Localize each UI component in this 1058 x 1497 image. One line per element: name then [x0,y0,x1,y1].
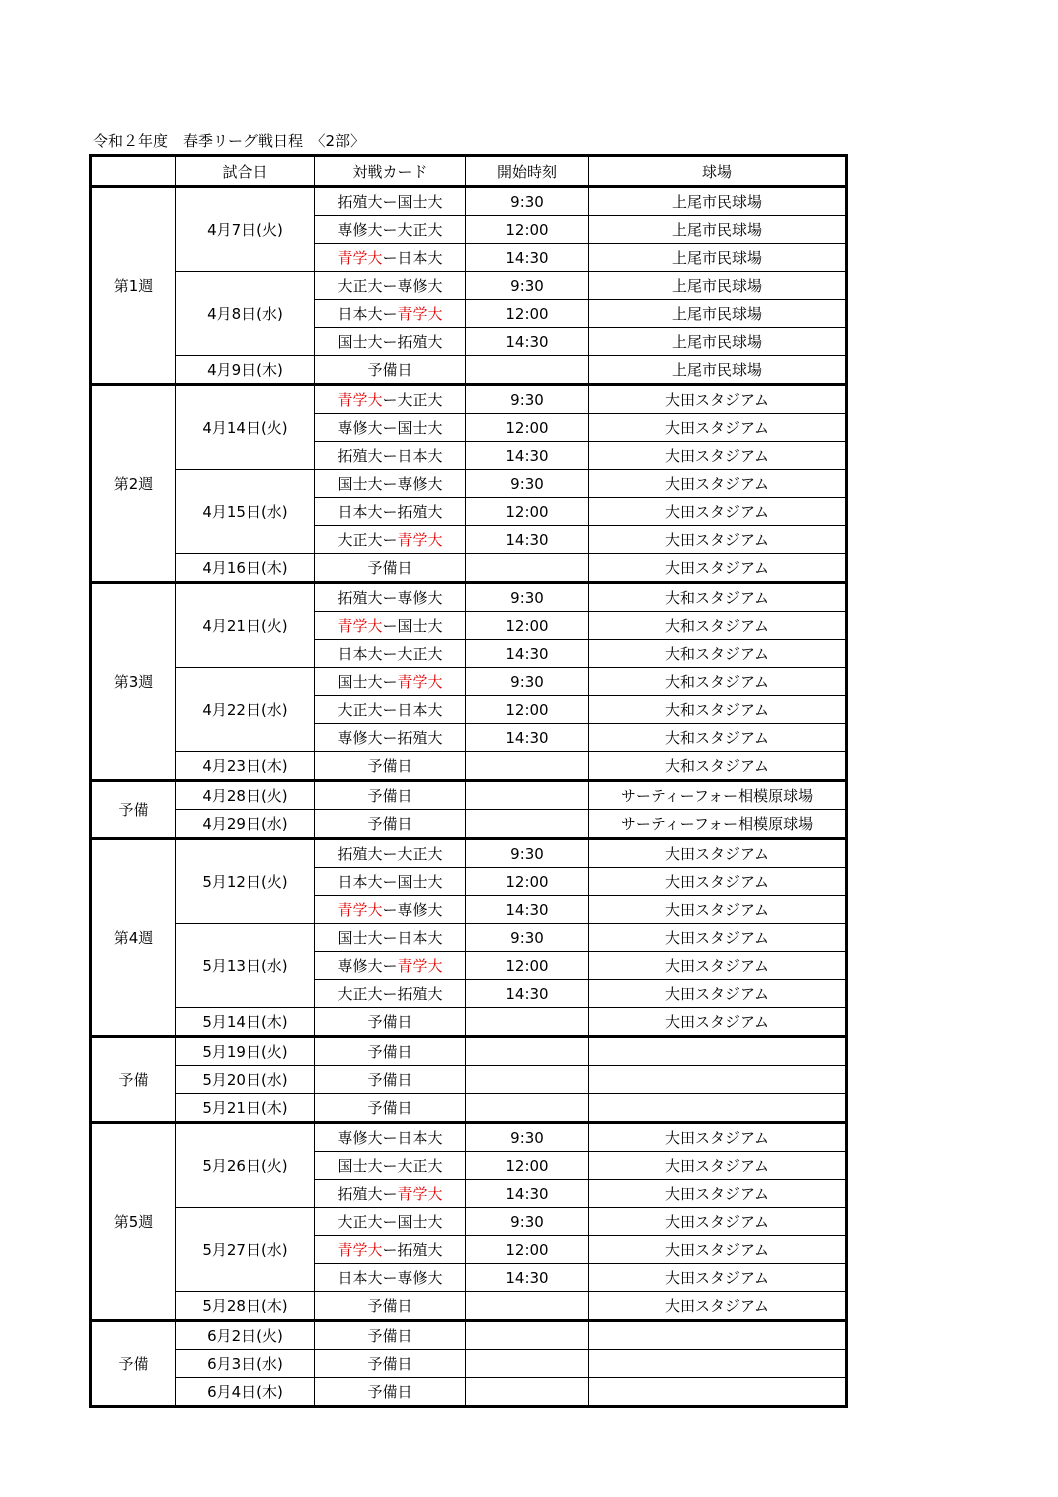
table-row [91,1378,847,1407]
match-card-cell: 予備日 [315,1378,466,1407]
start-time-cell: 14:30 [466,328,589,356]
team-name: 専修大ー [337,957,398,975]
match-card-cell: 予備日 [315,752,466,781]
date-cell: 5月26日(火) [176,1123,315,1208]
highlight-team: 青学大 [397,1185,443,1203]
venue-cell: サーティーフォー相模原球場 [589,781,847,810]
start-time-cell: 12:00 [466,1236,589,1264]
team-name: ー専修大 [382,901,443,919]
table-row [91,470,847,498]
match-card-cell [315,300,466,328]
venue-cell: 大田スタジアム [589,839,847,868]
date-cell: 4月9日(木) [176,356,315,385]
table-row [91,385,847,414]
date-cell: 6月4日(木) [176,1378,315,1407]
start-time-cell: 14:30 [466,1180,589,1208]
venue-cell [589,1066,847,1094]
match-card-cell: 予備日 [315,810,466,839]
header-card: 対戦カード [315,156,466,187]
match-card-cell: 日本大ー大正大 [315,640,466,668]
venue-cell: 大田スタジアム [589,1123,847,1152]
match-card-cell: 予備日 [315,1066,466,1094]
match-card-cell: 大正大ー拓殖大 [315,980,466,1008]
team-name: ー大正大 [382,391,443,409]
header-date: 試合日 [176,156,315,187]
start-time-cell [466,1066,589,1094]
match-card-cell [315,668,466,696]
date-cell: 4月29日(水) [176,810,315,839]
table-row [91,187,847,216]
match-card-cell [315,244,466,272]
table-row [91,1321,847,1350]
date-cell: 6月2日(火) [176,1321,315,1350]
venue-cell: 上尾市民球場 [589,187,847,216]
venue-cell: 大田スタジアム [589,554,847,583]
table-row [91,752,847,781]
venue-cell [589,1321,847,1350]
week-cell: 予備 [91,781,176,839]
venue-cell: 大田スタジアム [589,414,847,442]
start-time-cell [466,1292,589,1321]
match-card-cell: 拓殖大ー国士大 [315,187,466,216]
week-cell: 第2週 [91,385,176,583]
start-time-cell: 9:30 [466,1123,589,1152]
match-card-cell: 専修大ー拓殖大 [315,724,466,752]
start-time-cell [466,1094,589,1123]
table-row [91,1008,847,1037]
venue-cell: 上尾市民球場 [589,244,847,272]
match-card-cell [315,1236,466,1264]
start-time-cell: 12:00 [466,300,589,328]
start-time-cell: 9:30 [466,272,589,300]
match-card-cell [315,612,466,640]
date-cell: 5月19日(火) [176,1037,315,1066]
start-time-cell: 9:30 [466,187,589,216]
match-card-cell: 拓殖大ー大正大 [315,839,466,868]
week-cell: 予備 [91,1037,176,1123]
venue-cell: 大和スタジアム [589,612,847,640]
match-card-cell: 予備日 [315,554,466,583]
start-time-cell: 9:30 [466,668,589,696]
match-card-cell: 予備日 [315,1321,466,1350]
table-row [91,356,847,385]
date-cell: 4月7日(火) [176,187,315,272]
start-time-cell [466,356,589,385]
match-card-cell: 国士大ー拓殖大 [315,328,466,356]
header-time: 開始時刻 [466,156,589,187]
date-cell: 6月3日(水) [176,1350,315,1378]
start-time-cell: 9:30 [466,583,589,612]
team-name: 日本大ー [337,305,398,323]
table-row [91,1094,847,1123]
start-time-cell: 9:30 [466,924,589,952]
schedule-table [89,154,848,1408]
week-cell: 第5週 [91,1123,176,1321]
start-time-cell [466,1037,589,1066]
start-time-cell [466,1350,589,1378]
match-card-cell: 国士大ー日本大 [315,924,466,952]
match-card-cell: 国士大ー専修大 [315,470,466,498]
table-row [91,272,847,300]
match-card-cell: 日本大ー拓殖大 [315,498,466,526]
venue-cell: 大田スタジアム [589,526,847,554]
match-card-cell: 予備日 [315,1037,466,1066]
venue-cell: 大和スタジアム [589,583,847,612]
venue-cell: サーティーフォー相模原球場 [589,810,847,839]
match-card-cell: 予備日 [315,1350,466,1378]
venue-cell: 大田スタジアム [589,1264,847,1292]
venue-cell: 大田スタジアム [589,924,847,952]
date-cell: 5月27日(水) [176,1208,315,1292]
match-card-cell: 予備日 [315,781,466,810]
week-cell: 第4週 [91,839,176,1037]
match-card-cell: 日本大ー専修大 [315,1264,466,1292]
venue-cell: 大田スタジアム [589,442,847,470]
page-title: 令和２年度 春季リーグ戦日程 〈2部〉 [93,132,366,150]
table-row [91,810,847,839]
match-card-cell [315,896,466,924]
venue-cell [589,1378,847,1407]
header-venue: 球場 [589,156,847,187]
table-row [91,668,847,696]
match-card-cell: 専修大ー大正大 [315,216,466,244]
highlight-team: 青学大 [397,957,443,975]
start-time-cell: 9:30 [466,470,589,498]
date-cell: 4月21日(火) [176,583,315,668]
team-name: ー拓殖大 [382,1241,443,1259]
venue-cell: 大田スタジアム [589,1292,847,1321]
highlight-team: 青学大 [337,391,383,409]
team-name: 拓殖大ー [337,1185,398,1203]
match-card-cell: 専修大ー日本大 [315,1123,466,1152]
match-card-cell: 国士大ー大正大 [315,1152,466,1180]
date-cell: 4月14日(火) [176,385,315,470]
date-cell: 5月21日(木) [176,1094,315,1123]
table-row [91,839,847,868]
venue-cell: 上尾市民球場 [589,356,847,385]
match-card-cell: 拓殖大ー専修大 [315,583,466,612]
venue-cell: 上尾市民球場 [589,300,847,328]
venue-cell: 大田スタジアム [589,1008,847,1037]
venue-cell [589,1094,847,1123]
start-time-cell: 12:00 [466,498,589,526]
date-cell: 5月28日(木) [176,1292,315,1321]
highlight-team: 青学大 [337,617,383,635]
venue-cell [589,1037,847,1066]
table-row [91,924,847,952]
date-cell: 4月22日(水) [176,668,315,752]
table-row [91,554,847,583]
start-time-cell: 9:30 [466,839,589,868]
highlight-team: 青学大 [337,901,383,919]
venue-cell: 大田スタジアム [589,1236,847,1264]
match-card-cell: 予備日 [315,1292,466,1321]
start-time-cell [466,554,589,583]
venue-cell: 上尾市民球場 [589,272,847,300]
table-row [91,1037,847,1066]
table-row [91,583,847,612]
team-name: ー日本大 [382,249,443,267]
start-time-cell: 14:30 [466,980,589,1008]
table-row [91,1123,847,1152]
table-row [91,1292,847,1321]
match-card-cell [315,1180,466,1208]
venue-cell: 大田スタジアム [589,385,847,414]
match-card-cell: 予備日 [315,1008,466,1037]
start-time-cell [466,1008,589,1037]
venue-cell: 大田スタジアム [589,1152,847,1180]
venue-cell: 大田スタジアム [589,896,847,924]
highlight-team: 青学大 [397,673,443,691]
start-time-cell: 14:30 [466,244,589,272]
start-time-cell: 12:00 [466,612,589,640]
match-card-cell: 予備日 [315,1094,466,1123]
date-cell: 4月15日(水) [176,470,315,554]
table-row [91,1208,847,1236]
venue-cell: 大田スタジアム [589,868,847,896]
table-row [91,781,847,810]
start-time-cell: 14:30 [466,1264,589,1292]
start-time-cell: 14:30 [466,442,589,470]
start-time-cell: 12:00 [466,1152,589,1180]
venue-cell: 上尾市民球場 [589,216,847,244]
start-time-cell: 9:30 [466,1208,589,1236]
venue-cell: 大田スタジアム [589,952,847,980]
venue-cell: 大田スタジアム [589,498,847,526]
start-time-cell: 12:00 [466,696,589,724]
venue-cell: 大田スタジアム [589,980,847,1008]
date-cell: 5月20日(水) [176,1066,315,1094]
match-card-cell: 専修大ー国士大 [315,414,466,442]
start-time-cell: 14:30 [466,896,589,924]
team-name: ー国士大 [382,617,443,635]
venue-cell: 大和スタジアム [589,668,847,696]
start-time-cell [466,810,589,839]
date-cell: 5月13日(水) [176,924,315,1008]
start-time-cell: 12:00 [466,952,589,980]
start-time-cell [466,781,589,810]
start-time-cell [466,1321,589,1350]
header-row [91,156,847,187]
match-card-cell: 大正大ー国士大 [315,1208,466,1236]
venue-cell: 大和スタジアム [589,724,847,752]
match-card-cell: 予備日 [315,356,466,385]
highlight-team: 青学大 [397,531,443,549]
date-cell: 4月23日(木) [176,752,315,781]
table-row [91,1350,847,1378]
start-time-cell: 14:30 [466,640,589,668]
table-row [91,1066,847,1094]
start-time-cell: 12:00 [466,414,589,442]
start-time-cell: 14:30 [466,526,589,554]
venue-cell: 大和スタジアム [589,640,847,668]
match-card-cell: 拓殖大ー日本大 [315,442,466,470]
week-cell: 第1週 [91,187,176,385]
start-time-cell: 9:30 [466,385,589,414]
date-cell: 5月12日(火) [176,839,315,924]
venue-cell: 上尾市民球場 [589,328,847,356]
start-time-cell: 14:30 [466,724,589,752]
schedule-body [91,187,847,1407]
start-time-cell: 12:00 [466,216,589,244]
team-name: 大正大ー [337,531,398,549]
match-card-cell: 大正大ー日本大 [315,696,466,724]
venue-cell: 大田スタジアム [589,470,847,498]
highlight-team: 青学大 [397,305,443,323]
date-cell: 4月16日(木) [176,554,315,583]
venue-cell: 大和スタジアム [589,752,847,781]
date-cell: 4月28日(火) [176,781,315,810]
venue-cell: 大和スタジアム [589,696,847,724]
week-cell: 第3週 [91,583,176,781]
match-card-cell [315,952,466,980]
team-name: 国士大ー [337,673,398,691]
venue-cell [589,1350,847,1378]
highlight-team: 青学大 [337,249,383,267]
date-cell: 4月8日(水) [176,272,315,356]
highlight-team: 青学大 [337,1241,383,1259]
date-cell: 5月14日(木) [176,1008,315,1037]
match-card-cell: 日本大ー国士大 [315,868,466,896]
start-time-cell [466,1378,589,1407]
match-card-cell [315,385,466,414]
venue-cell: 大田スタジアム [589,1180,847,1208]
week-cell: 予備 [91,1321,176,1407]
start-time-cell [466,752,589,781]
match-card-cell [315,526,466,554]
start-time-cell: 12:00 [466,868,589,896]
header-week [91,156,176,187]
match-card-cell: 大正大ー専修大 [315,272,466,300]
venue-cell: 大田スタジアム [589,1208,847,1236]
